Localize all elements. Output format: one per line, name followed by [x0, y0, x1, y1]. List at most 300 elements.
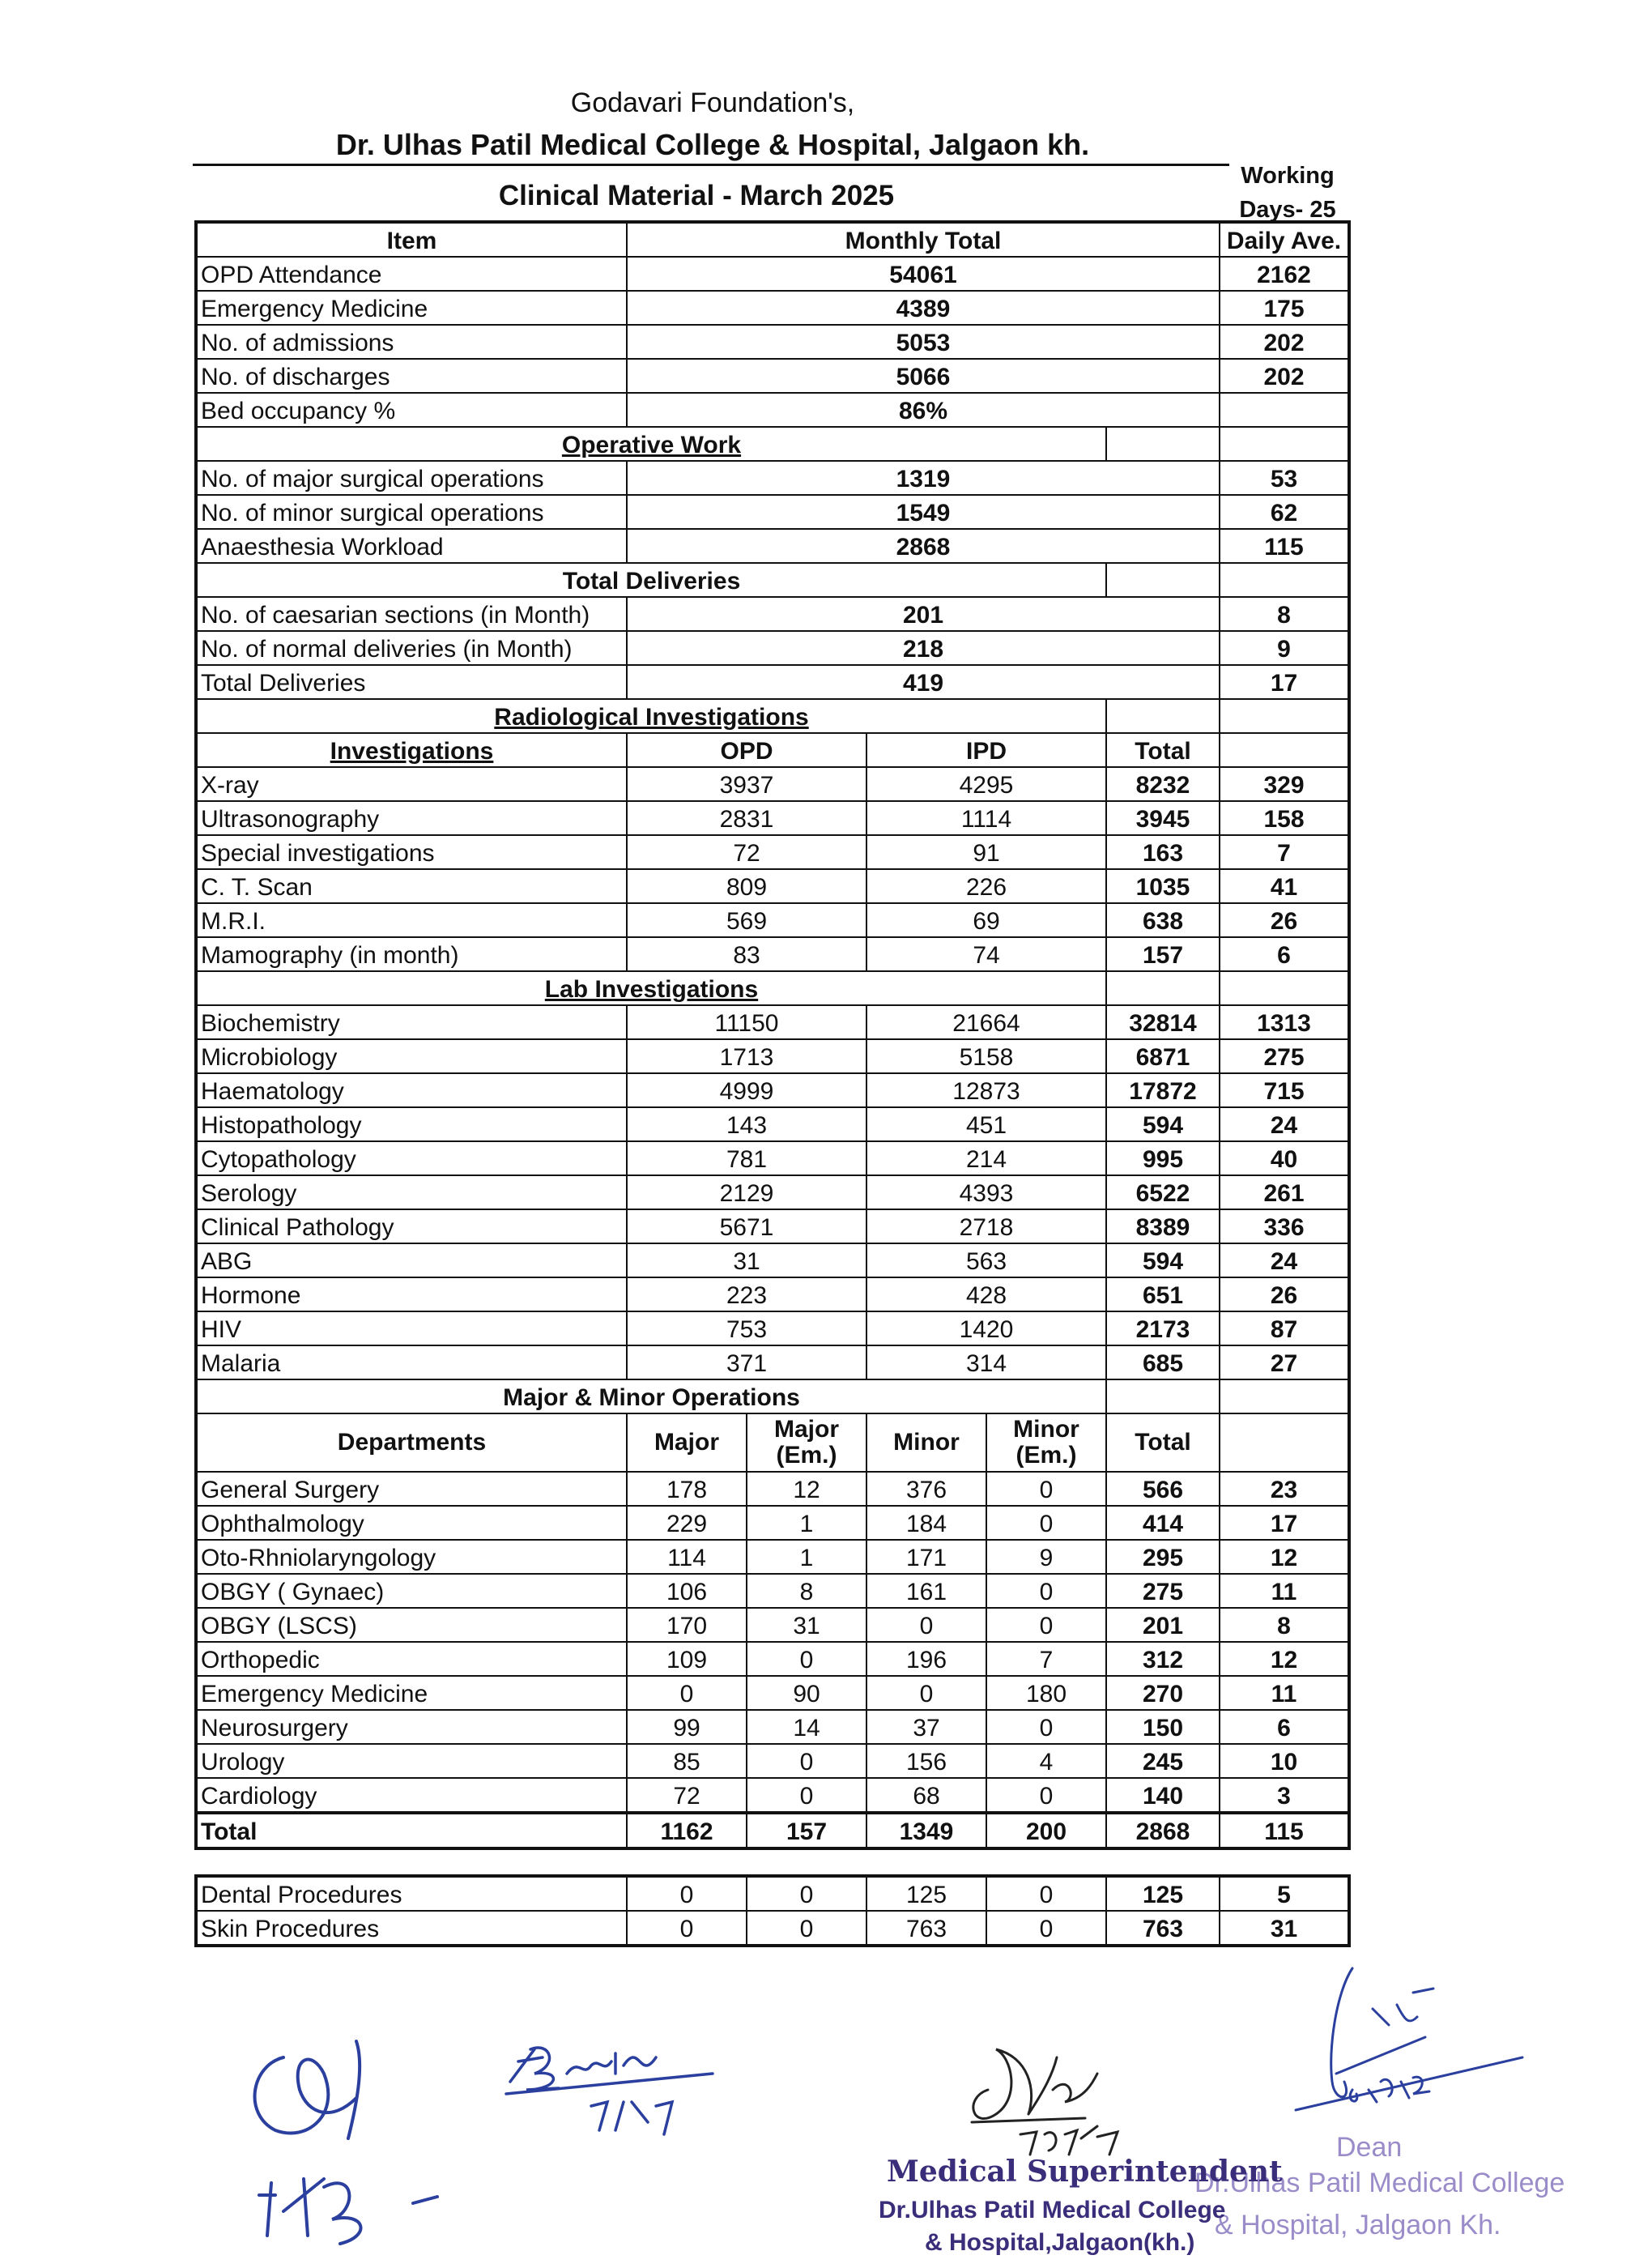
blank-cell — [1106, 699, 1220, 733]
section-row — [196, 1379, 1349, 1413]
opd-value: 1713 — [627, 1039, 866, 1073]
item-label: OPD Attendance — [196, 257, 627, 291]
table-row — [196, 1472, 1349, 1506]
department-label: Oto-Rhniolaryngology — [196, 1540, 627, 1574]
table-row — [196, 1744, 1349, 1778]
monthly-total: 218 — [627, 631, 1220, 665]
total-value: 140 — [1106, 1778, 1220, 1813]
total-value: 3945 — [1106, 801, 1220, 835]
medical-superintendent-stamp-line3: & Hospital,Jalgaon(kh.) — [925, 2229, 1195, 2256]
item-label: Anaesthesia Workload — [196, 529, 627, 563]
blank-cell — [1106, 563, 1220, 597]
col-minor-em-header — [986, 1413, 1106, 1472]
section-row — [196, 971, 1349, 1005]
item-label: Total Deliveries — [196, 665, 627, 699]
opd-value: 2129 — [627, 1175, 866, 1209]
total-row — [196, 1813, 1349, 1848]
header-rule — [193, 164, 1229, 166]
daily-average: 12 — [1220, 1540, 1349, 1574]
table-row — [196, 461, 1349, 495]
daily-average: 8 — [1220, 1608, 1349, 1642]
daily-average: 1313 — [1220, 1005, 1349, 1039]
opd-value: 4999 — [627, 1073, 866, 1107]
col-daily-ave-header: Daily Ave. — [1220, 222, 1349, 257]
total-value: 2173 — [1106, 1311, 1220, 1345]
table-row — [196, 1175, 1349, 1209]
daily-average: 27 — [1220, 1345, 1349, 1379]
minor-value: 763 — [866, 1911, 986, 1946]
opd-value: 223 — [627, 1277, 866, 1311]
ipd-value: 21664 — [866, 1005, 1106, 1039]
total-value: 1035 — [1106, 869, 1220, 903]
total-value: 32814 — [1106, 1005, 1220, 1039]
table-row — [196, 1506, 1349, 1540]
daily-average: 202 — [1220, 325, 1349, 359]
daily-average: 87 — [1220, 1311, 1349, 1345]
monthly-total: 201 — [627, 597, 1220, 631]
section-major-minor-operations: Major & Minor Operations — [196, 1379, 1106, 1413]
major-value: 178 — [627, 1472, 747, 1506]
opd-value: 371 — [627, 1345, 866, 1379]
total-value: 638 — [1106, 903, 1220, 937]
daily-average: 41 — [1220, 869, 1349, 903]
monthly-total: 54061 — [627, 257, 1220, 291]
department-label: General Surgery — [196, 1472, 627, 1506]
daily-average: 2162 — [1220, 257, 1349, 291]
signature-2 — [502, 2025, 745, 2146]
item-label: Emergency Medicine — [196, 291, 627, 325]
investigation-label: Ultrasonography — [196, 801, 627, 835]
major-em-value: 14 — [747, 1710, 866, 1744]
daily-average: 329 — [1220, 767, 1349, 801]
table-row — [196, 1642, 1349, 1676]
working-days — [1207, 159, 1369, 227]
table-row — [196, 1911, 1349, 1946]
investigation-label: ABG — [196, 1243, 627, 1277]
monthly-total: 1319 — [627, 461, 1220, 495]
opd-value: 781 — [627, 1141, 866, 1175]
table-row — [196, 665, 1349, 699]
col-investigations-header: Investigations — [196, 733, 627, 767]
major-em-value: 1 — [747, 1506, 866, 1540]
clinical-material-table — [194, 220, 1351, 1850]
minor-em-value: 200 — [986, 1813, 1106, 1848]
table-row — [196, 1608, 1349, 1642]
table-row — [196, 1710, 1349, 1744]
col-item-header: Item — [196, 222, 627, 257]
total-value: 270 — [1106, 1676, 1220, 1710]
ipd-value: 428 — [866, 1277, 1106, 1311]
table-row — [196, 495, 1349, 529]
item-label: No. of normal deliveries (in Month) — [196, 631, 627, 665]
major-em-value: 0 — [747, 1911, 866, 1946]
daily-average: 158 — [1220, 801, 1349, 835]
minor-em-value: 0 — [986, 1608, 1106, 1642]
working-days-value: Days- 25 — [1239, 197, 1336, 223]
opd-value: 809 — [627, 869, 866, 903]
blank-cell — [1220, 733, 1349, 767]
daily-average: 10 — [1220, 1744, 1349, 1778]
table-row — [196, 1676, 1349, 1710]
blank-cell — [1220, 1413, 1349, 1472]
total-value: 201 — [1106, 1608, 1220, 1642]
investigation-label: Serology — [196, 1175, 627, 1209]
total-value: 275 — [1106, 1574, 1220, 1608]
total-value: 8232 — [1106, 767, 1220, 801]
minor-em-value: 0 — [986, 1506, 1106, 1540]
major-em-value: 12 — [747, 1472, 866, 1506]
table-row — [196, 1243, 1349, 1277]
table-row — [196, 1540, 1349, 1574]
section-total-deliveries: Total Deliveries — [196, 563, 1106, 597]
investigation-label: Microbiology — [196, 1039, 627, 1073]
total-value: 163 — [1106, 835, 1220, 869]
header-row — [196, 222, 1349, 257]
daily-average: 115 — [1220, 1813, 1349, 1848]
investigation-label: Biochemistry — [196, 1005, 627, 1039]
college-name: Dr. Ulhas Patil Medical College & Hospital, Jalgaon kh. — [335, 128, 1090, 161]
investigation-label: HIV — [196, 1311, 627, 1345]
major-em-value: 8 — [747, 1574, 866, 1608]
total-value: 17872 — [1106, 1073, 1220, 1107]
department-label: Neurosurgery — [196, 1710, 627, 1744]
total-value: 6522 — [1106, 1175, 1220, 1209]
header-line: (Em.) — [776, 1442, 837, 1469]
major-em-value: 0 — [747, 1744, 866, 1778]
minor-value: 161 — [866, 1574, 986, 1608]
opd-value: 11150 — [627, 1005, 866, 1039]
table-row — [196, 903, 1349, 937]
total-value: 125 — [1106, 1876, 1220, 1911]
major-em-value: 0 — [747, 1778, 866, 1813]
table-row — [196, 359, 1349, 393]
major-value: 1162 — [627, 1813, 747, 1848]
investigation-label: Hormone — [196, 1277, 627, 1311]
opd-value: 2831 — [627, 801, 866, 835]
blank-cell — [1106, 427, 1220, 461]
major-value: 106 — [627, 1574, 747, 1608]
investigation-label: M.R.I. — [196, 903, 627, 937]
daily-average: 3 — [1220, 1778, 1349, 1813]
table-row — [196, 767, 1349, 801]
major-em-value: 90 — [747, 1676, 866, 1710]
dean-stamp-title: Dean — [1336, 2132, 1403, 2163]
medical-superintendent-stamp-line2: Dr.Ulhas Patil Medical College — [879, 2197, 1226, 2223]
major-value: 229 — [627, 1506, 747, 1540]
blank-cell — [1106, 971, 1220, 1005]
section-operative-work: Operative Work — [196, 427, 1106, 461]
table-row — [196, 257, 1349, 291]
ipd-value: 74 — [866, 937, 1106, 971]
daily-average: 11 — [1220, 1574, 1349, 1608]
daily-average — [1220, 393, 1349, 427]
major-em-value: 1 — [747, 1540, 866, 1574]
minor-em-value: 4 — [986, 1744, 1106, 1778]
col-opd-header: OPD — [627, 733, 866, 767]
department-label: OBGY (LSCS) — [196, 1608, 627, 1642]
daily-average: 115 — [1220, 529, 1349, 563]
minor-value: 376 — [866, 1472, 986, 1506]
table-row — [196, 1209, 1349, 1243]
opd-value: 83 — [627, 937, 866, 971]
item-label: No. of caesarian sections (in Month) — [196, 597, 627, 631]
ipd-value: 12873 — [866, 1073, 1106, 1107]
major-value: 109 — [627, 1642, 747, 1676]
opd-value: 753 — [627, 1311, 866, 1345]
monthly-total: 86% — [627, 393, 1220, 427]
ipd-value: 4295 — [866, 767, 1106, 801]
daily-average: 40 — [1220, 1141, 1349, 1175]
daily-average: 6 — [1220, 937, 1349, 971]
major-value: 85 — [627, 1744, 747, 1778]
table-row — [196, 597, 1349, 631]
opd-value: 72 — [627, 835, 866, 869]
report-title: Clinical Material - March 2025 — [498, 180, 895, 211]
department-label: Dental Procedures — [196, 1876, 627, 1911]
investigation-label: Histopathology — [196, 1107, 627, 1141]
table-row — [196, 1277, 1349, 1311]
header-line: (Em.) — [1015, 1442, 1077, 1469]
daily-average: 202 — [1220, 359, 1349, 393]
monthly-total: 5066 — [627, 359, 1220, 393]
dean-stamp-line3: & Hospital, Jalgaon Kh. — [1215, 2210, 1501, 2240]
daily-average: 336 — [1220, 1209, 1349, 1243]
major-value: 72 — [627, 1778, 747, 1813]
daily-average: 53 — [1220, 461, 1349, 495]
opd-value: 31 — [627, 1243, 866, 1277]
table-row — [196, 1039, 1349, 1073]
daily-average: 24 — [1220, 1243, 1349, 1277]
total-value: 312 — [1106, 1642, 1220, 1676]
total-value: 594 — [1106, 1107, 1220, 1141]
major-value: 0 — [627, 1676, 747, 1710]
section-row — [196, 699, 1349, 733]
ipd-value: 69 — [866, 903, 1106, 937]
section-row — [196, 427, 1349, 461]
opd-value: 5671 — [627, 1209, 866, 1243]
table-row — [196, 1141, 1349, 1175]
section-radiological-investigations: Radiological Investigations — [196, 699, 1106, 733]
ipd-value: 91 — [866, 835, 1106, 869]
minor-value: 184 — [866, 1506, 986, 1540]
daily-average: 26 — [1220, 903, 1349, 937]
major-value: 0 — [627, 1911, 747, 1946]
table-row — [196, 1073, 1349, 1107]
daily-average: 24 — [1220, 1107, 1349, 1141]
opd-value: 143 — [627, 1107, 866, 1141]
minor-em-value: 0 — [986, 1710, 1106, 1744]
item-label: No. of discharges — [196, 359, 627, 393]
section-row — [196, 563, 1349, 597]
ipd-value: 1114 — [866, 801, 1106, 835]
item-label: Bed occupancy % — [196, 393, 627, 427]
daily-average: 6 — [1220, 1710, 1349, 1744]
daily-average: 17 — [1220, 1506, 1349, 1540]
ipd-value: 314 — [866, 1345, 1106, 1379]
monthly-total: 5053 — [627, 325, 1220, 359]
table-row — [196, 393, 1349, 427]
table-row — [196, 1876, 1349, 1911]
minor-value: 171 — [866, 1540, 986, 1574]
major-em-value: 157 — [747, 1813, 866, 1848]
ipd-value: 1420 — [866, 1311, 1106, 1345]
signature-4 — [1247, 1960, 1539, 2138]
ipd-value: 5158 — [866, 1039, 1106, 1073]
major-value: 0 — [627, 1876, 747, 1911]
table-row — [196, 1345, 1349, 1379]
department-label: Ophthalmology — [196, 1506, 627, 1540]
org-name: Godavari Foundation's, — [570, 87, 855, 118]
minor-value: 37 — [866, 1710, 986, 1744]
medical-superintendent-stamp-title: Medical Superintendent — [887, 2155, 1283, 2189]
major-value: 99 — [627, 1710, 747, 1744]
minor-value: 0 — [866, 1676, 986, 1710]
total-value: 150 — [1106, 1710, 1220, 1744]
minor-value: 0 — [866, 1608, 986, 1642]
working-days-label: Working — [1241, 163, 1335, 189]
major-em-value: 0 — [747, 1642, 866, 1676]
total-value: 685 — [1106, 1345, 1220, 1379]
major-value: 170 — [627, 1608, 747, 1642]
table-row — [196, 631, 1349, 665]
investigation-label: Malaria — [196, 1345, 627, 1379]
col-ipd-header: IPD — [866, 733, 1106, 767]
investigation-label: Special investigations — [196, 835, 627, 869]
ipd-value: 214 — [866, 1141, 1106, 1175]
ipd-value: 4393 — [866, 1175, 1106, 1209]
minor-em-value: 0 — [986, 1574, 1106, 1608]
section-lab-investigations: Lab Investigations — [196, 971, 1106, 1005]
minor-value: 125 — [866, 1876, 986, 1911]
minor-value: 1349 — [866, 1813, 986, 1848]
total-value: 651 — [1106, 1277, 1220, 1311]
opd-value: 3937 — [627, 767, 866, 801]
department-label: OBGY ( Gynaec) — [196, 1574, 627, 1608]
table-row — [196, 869, 1349, 903]
department-label: Skin Procedures — [196, 1911, 627, 1946]
major-em-value: 0 — [747, 1876, 866, 1911]
table-row — [196, 937, 1349, 971]
table-row — [196, 1311, 1349, 1345]
col-monthly-total-header: Monthly Total — [627, 222, 1220, 257]
total-value: 295 — [1106, 1540, 1220, 1574]
department-label: Urology — [196, 1744, 627, 1778]
daily-average: 26 — [1220, 1277, 1349, 1311]
department-label: Orthopedic — [196, 1642, 627, 1676]
monthly-total: 4389 — [627, 291, 1220, 325]
total-value: 763 — [1106, 1911, 1220, 1946]
item-label: No. of admissions — [196, 325, 627, 359]
investigation-label: Haematology — [196, 1073, 627, 1107]
total-value: 594 — [1106, 1243, 1220, 1277]
col-total-header: Total — [1106, 1413, 1220, 1472]
minor-em-value: 7 — [986, 1642, 1106, 1676]
minor-em-value: 180 — [986, 1676, 1106, 1710]
item-label: No. of minor surgical operations — [196, 495, 627, 529]
minor-em-value: 0 — [986, 1911, 1106, 1946]
signature-1 — [235, 2009, 445, 2252]
ipd-value: 2718 — [866, 1209, 1106, 1243]
department-label: Total — [196, 1813, 627, 1848]
total-value: 414 — [1106, 1506, 1220, 1540]
total-value: 157 — [1106, 937, 1220, 971]
total-value: 6871 — [1106, 1039, 1220, 1073]
investigation-label: Mamography (in month) — [196, 937, 627, 971]
daily-average: 5 — [1220, 1876, 1349, 1911]
daily-average: 715 — [1220, 1073, 1349, 1107]
daily-average: 275 — [1220, 1039, 1349, 1073]
table-row — [196, 1005, 1349, 1039]
table-row — [196, 835, 1349, 869]
header-line: Major — [773, 1416, 839, 1443]
item-label: No. of major surgical operations — [196, 461, 627, 495]
ipd-value: 451 — [866, 1107, 1106, 1141]
blank-cell — [1106, 1379, 1220, 1413]
minor-em-value: 0 — [986, 1876, 1106, 1911]
table-row — [196, 1107, 1349, 1141]
total-value: 245 — [1106, 1744, 1220, 1778]
monthly-total: 2868 — [627, 529, 1220, 563]
daily-average: 17 — [1220, 665, 1349, 699]
table-row — [196, 325, 1349, 359]
investigation-label: C. T. Scan — [196, 869, 627, 903]
department-label: Cardiology — [196, 1778, 627, 1813]
daily-average: 9 — [1220, 631, 1349, 665]
ipd-value: 563 — [866, 1243, 1106, 1277]
operations-header-row — [196, 1413, 1349, 1472]
minor-value: 68 — [866, 1778, 986, 1813]
daily-average: 261 — [1220, 1175, 1349, 1209]
minor-em-value: 9 — [986, 1540, 1106, 1574]
major-value: 114 — [627, 1540, 747, 1574]
table-row — [196, 801, 1349, 835]
col-major-em-header — [747, 1413, 866, 1472]
table-row — [196, 1574, 1349, 1608]
total-value: 995 — [1106, 1141, 1220, 1175]
table-row — [196, 529, 1349, 563]
daily-average: 8 — [1220, 597, 1349, 631]
major-em-value: 31 — [747, 1608, 866, 1642]
investigation-label: Cytopathology — [196, 1141, 627, 1175]
daily-average: 62 — [1220, 495, 1349, 529]
daily-average: 12 — [1220, 1642, 1349, 1676]
procedures-table — [194, 1874, 1351, 1947]
total-value: 8389 — [1106, 1209, 1220, 1243]
investigation-header-row — [196, 733, 1349, 767]
department-label: Emergency Medicine — [196, 1676, 627, 1710]
table-row — [196, 1778, 1349, 1813]
col-total-header: Total — [1106, 733, 1220, 767]
daily-average: 23 — [1220, 1472, 1349, 1506]
col-major-header: Major — [627, 1413, 747, 1472]
investigation-label: X-ray — [196, 767, 627, 801]
total-value: 566 — [1106, 1472, 1220, 1506]
monthly-total: 1549 — [627, 495, 1220, 529]
signature-3 — [956, 2025, 1199, 2163]
dean-stamp-line2: Dr.Ulhas Patil Medical College — [1194, 2168, 1565, 2198]
minor-em-value: 0 — [986, 1472, 1106, 1506]
opd-value: 569 — [627, 903, 866, 937]
header-line: Minor — [1013, 1416, 1079, 1443]
ipd-value: 226 — [866, 869, 1106, 903]
table-row — [196, 291, 1349, 325]
daily-average: 7 — [1220, 835, 1349, 869]
minor-value: 156 — [866, 1744, 986, 1778]
monthly-total: 419 — [627, 665, 1220, 699]
total-value: 2868 — [1106, 1813, 1220, 1848]
minor-value: 196 — [866, 1642, 986, 1676]
daily-average: 11 — [1220, 1676, 1349, 1710]
